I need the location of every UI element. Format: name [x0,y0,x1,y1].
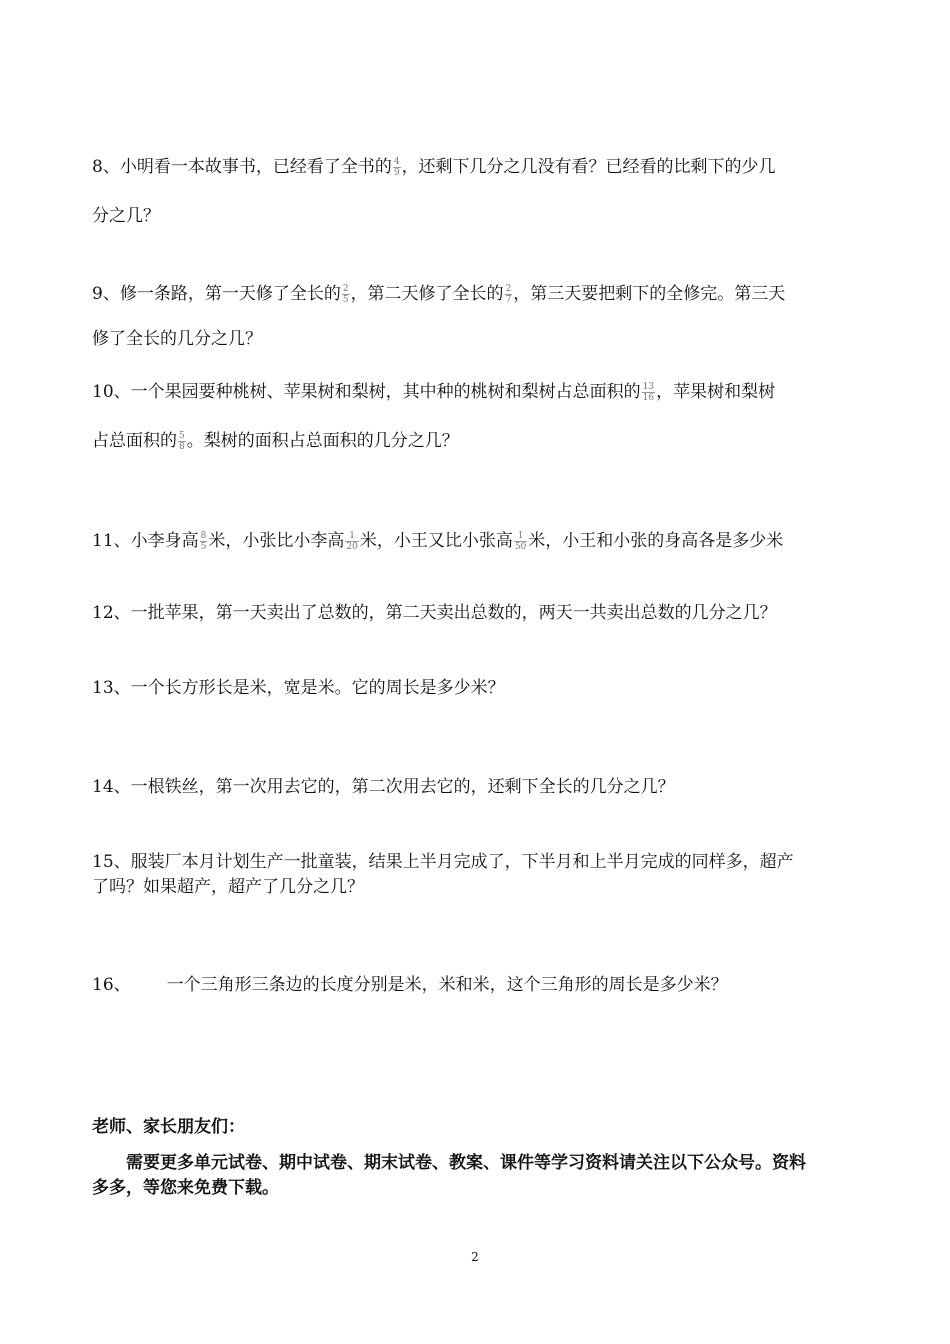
fraction: $\frac{13}{16}$ [642,382,655,403]
fraction: $\frac{1}{20}$ [346,531,358,552]
problem-8-text: 8、小明看一本故事书，已经看了全书的 [92,157,392,177]
problem-14: 14、一根铁丝，第一次用去它的，第二次用去它的，还剩下全长的几分之几？ [92,777,675,797]
page-number: 2 [471,1250,479,1264]
problem-8-text-cont: ，还剩下几分之几没有看？已经看的比剩下的少几 [401,157,776,177]
problem-8-line-2: 分之几？ [92,206,160,226]
problem-10-line-2 [92,430,459,452]
problem-11-text-mid1: 米，小张比小李高 [208,531,345,551]
problem-9-line-1 [92,283,785,305]
problem-11-text: 11、小李身高 [92,531,199,551]
problem-9-text: 9、修一条路，第一天修了全长的 [92,284,341,304]
problem-16-number: 16、 [92,975,131,995]
fraction: $\frac{2}{7}$ [505,284,512,305]
problem-11-text-end: 米，小王和小张的身高各是多少米 [528,531,784,551]
problem-13: 13、一个长方形长是米，宽是米。它的周长是多少米？ [92,678,505,698]
problem-10-text-cont: ，苹果树和梨树 [656,382,776,402]
problem-9-text-mid: ，第二天修了全长的 [350,284,504,304]
problem-15-line-1: 15、服装厂本月计划生产一批童装，结果上半月完成了，下半月和上半月完成的同样多，超产 [92,852,794,872]
fraction: $\frac{5}{8}$ [179,431,185,452]
problem-10-text-2: 占总面积的 [92,431,177,451]
problem-12: 12、一批苹果，第一天卖出了总数的，第二天卖出总数的，两天一共卖出总数的几分之几？ [92,603,777,623]
problem-10-text: 10、一个果园要种桃树、苹果树和梨树，其中种的桃树和梨树占总面积的 [92,382,641,402]
problem-9-text-cont: ，第三天要把剩下的全修完。第三天 [513,284,786,304]
fraction: $\frac{8}{5}$ [200,531,207,552]
notice-line-1: 需要更多单元试卷、期中试卷、期末试卷、教案、课件等学习资料请关注以下公众号。资料 [126,1153,806,1173]
notice-line-2: 多多，等您来免费下载。 [92,1178,279,1198]
problem-11 [92,530,783,552]
problem-11-text-mid2: 米，小王又比小张高 [359,531,513,551]
problem-9-line-2: 修了全长的几分之几？ [92,329,262,349]
fraction: $\frac{4}{9}$ [393,157,400,178]
problem-16-text: 一个三角形三条边的长度分别是米，米和米，这个三角形的周长是多少米？ [166,975,728,995]
fraction: $\frac{2}{5}$ [342,284,349,305]
notice-greeting: 老师、家长朋友们： [92,1117,245,1137]
fraction: $\frac{1}{50}$ [514,531,527,552]
problem-8-line-1 [92,156,776,178]
problem-16 [92,974,728,996]
problem-15-line-2: 了吗？如果超产，超产了几分之几？ [92,877,364,897]
problem-10-text-2-cont: 。梨树的面积占总面积的几分之几？ [186,431,459,451]
problem-10-line-1 [92,381,775,403]
